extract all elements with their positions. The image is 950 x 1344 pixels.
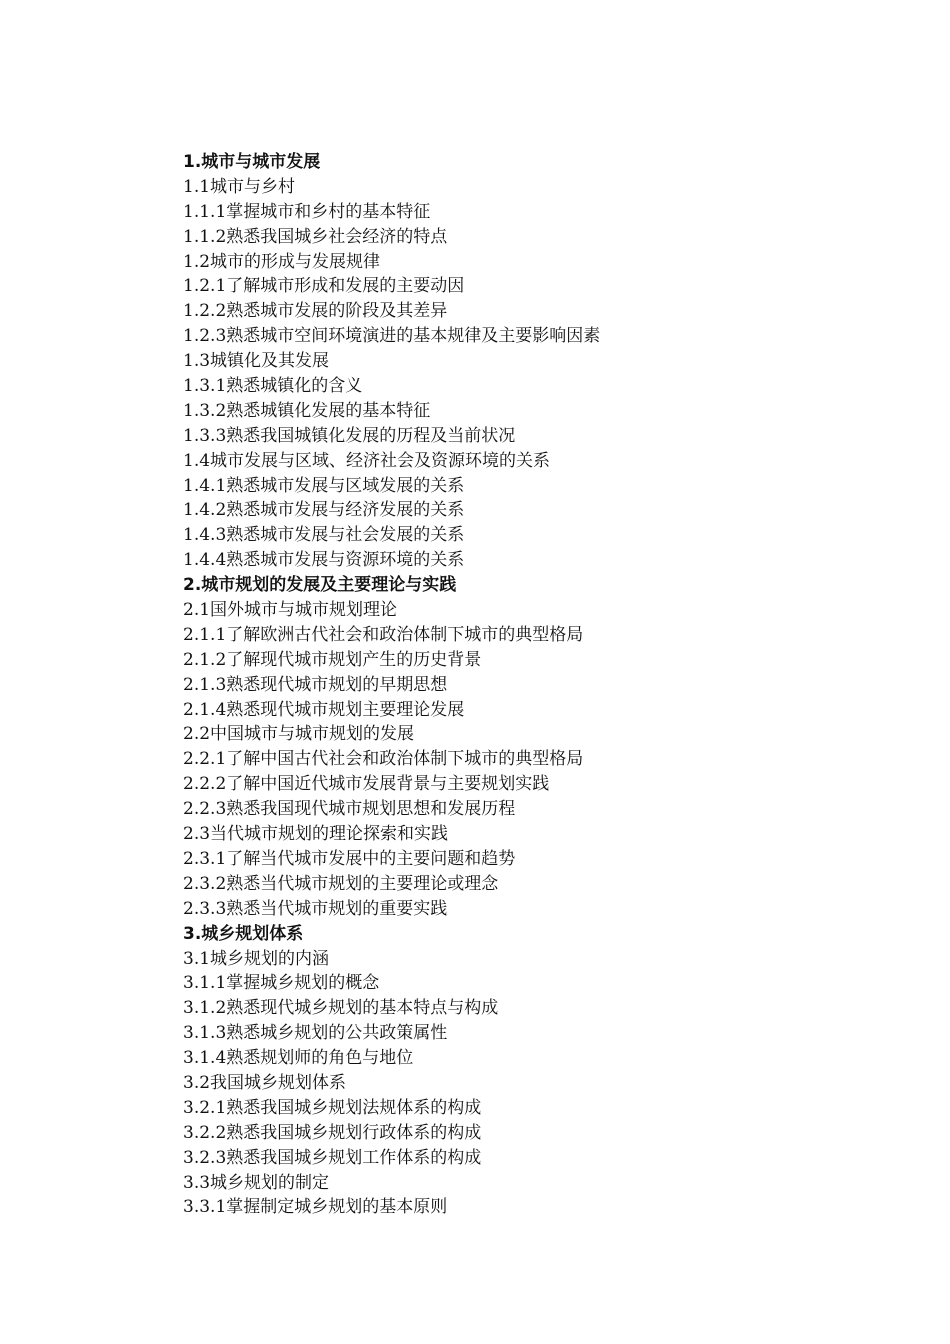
outline-item: 3.1.2熟悉现代城乡规划的基本特点与构成	[183, 998, 499, 1019]
outline-item: 2.3.3熟悉当代城市规划的重要实践	[183, 898, 448, 919]
subsection-heading: 1.2城市的形成与发展规律	[183, 251, 381, 272]
subsection-heading: 3.2我国城乡规划体系	[183, 1072, 347, 1093]
outline-item: 2.3.1了解当代城市发展中的主要问题和趋势	[183, 848, 516, 869]
outline-item: 3.1.3熟悉城乡规划的公共政策属性	[183, 1023, 448, 1044]
outline-item: 1.3.2熟悉城镇化发展的基本特征	[183, 400, 431, 421]
outline-item: 3.1.1掌握城乡规划的概念	[183, 973, 380, 994]
subsection-heading: 1.1城市与乡村	[183, 176, 296, 197]
subsection-heading: 2.3当代城市规划的理论探索和实践	[183, 824, 449, 845]
outline-item: 2.1.3熟悉现代城市规划的早期思想	[183, 674, 448, 695]
outline-item: 2.2.3熟悉我国现代城市规划思想和发展历程	[183, 799, 516, 820]
outline-item: 3.1.4熟悉规划师的角色与地位	[183, 1048, 414, 1069]
outline-item: 1.1.2熟悉我国城乡社会经济的特点	[183, 226, 448, 247]
subsection-heading: 3.1城乡规划的内涵	[183, 948, 330, 969]
outline-item: 2.1.2了解现代城市规划产生的历史背景	[183, 649, 482, 670]
subsection-heading: 2.1国外城市与城市规划理论	[183, 600, 398, 621]
outline-item: 1.4.4熟悉城市发展与资源环境的关系	[183, 550, 465, 571]
outline-item: 1.2.3熟悉城市空间环境演进的基本规律及主要影响因素	[183, 326, 601, 347]
section-heading: 1.城市与城市发展	[183, 152, 321, 172]
outline-item: 1.2.1了解城市形成和发展的主要动因	[183, 276, 465, 297]
outline-item: 2.1.1了解欧洲古代社会和政治体制下城市的典型格局	[183, 624, 584, 645]
subsection-heading: 2.2中国城市与城市规划的发展	[183, 724, 415, 745]
outline-item: 1.1.1掌握城市和乡村的基本特征	[183, 201, 431, 222]
syllabus-outline	[183, 150, 903, 1220]
outline-item: 1.4.2熟悉城市发展与经济发展的关系	[183, 500, 465, 521]
outline-item: 3.2.1熟悉我国城乡规划法规体系的构成	[183, 1097, 482, 1118]
section-heading: 2.城市规划的发展及主要理论与实践	[183, 575, 457, 596]
outline-item: 2.2.1了解中国古代社会和政治体制下城市的典型格局	[183, 749, 584, 770]
outline-item: 2.3.2熟悉当代城市规划的主要理论或理念	[183, 873, 499, 894]
outline-item: 2.2.2了解中国近代城市发展背景与主要规划实践	[183, 774, 550, 795]
outline-item: 3.2.3熟悉我国城乡规划工作体系的构成	[183, 1147, 482, 1168]
outline-item: 1.4.1熟悉城市发展与区域发展的关系	[183, 475, 465, 496]
subsection-heading: 1.4城市发展与区域、经济社会及资源环境的关系	[183, 450, 551, 471]
outline-item: 2.1.4熟悉现代城市规划主要理论发展	[183, 699, 465, 720]
outline-item: 1.3.3熟悉我国城镇化发展的历程及当前状况	[183, 425, 516, 446]
subsection-heading: 1.3城镇化及其发展	[183, 351, 330, 372]
outline-item: 3.2.2熟悉我国城乡规划行政体系的构成	[183, 1122, 482, 1143]
section-heading: 3.城乡规划体系	[183, 923, 304, 944]
outline-item: 1.4.3熟悉城市发展与社会发展的关系	[183, 525, 465, 546]
outline-item: 3.3.1掌握制定城乡规划的基本原则	[183, 1197, 448, 1218]
subsection-heading: 3.3城乡规划的制定	[183, 1172, 330, 1193]
outline-item: 1.3.1熟悉城镇化的含义	[183, 376, 363, 397]
outline-item: 1.2.2熟悉城市发展的阶段及其差异	[183, 301, 448, 322]
